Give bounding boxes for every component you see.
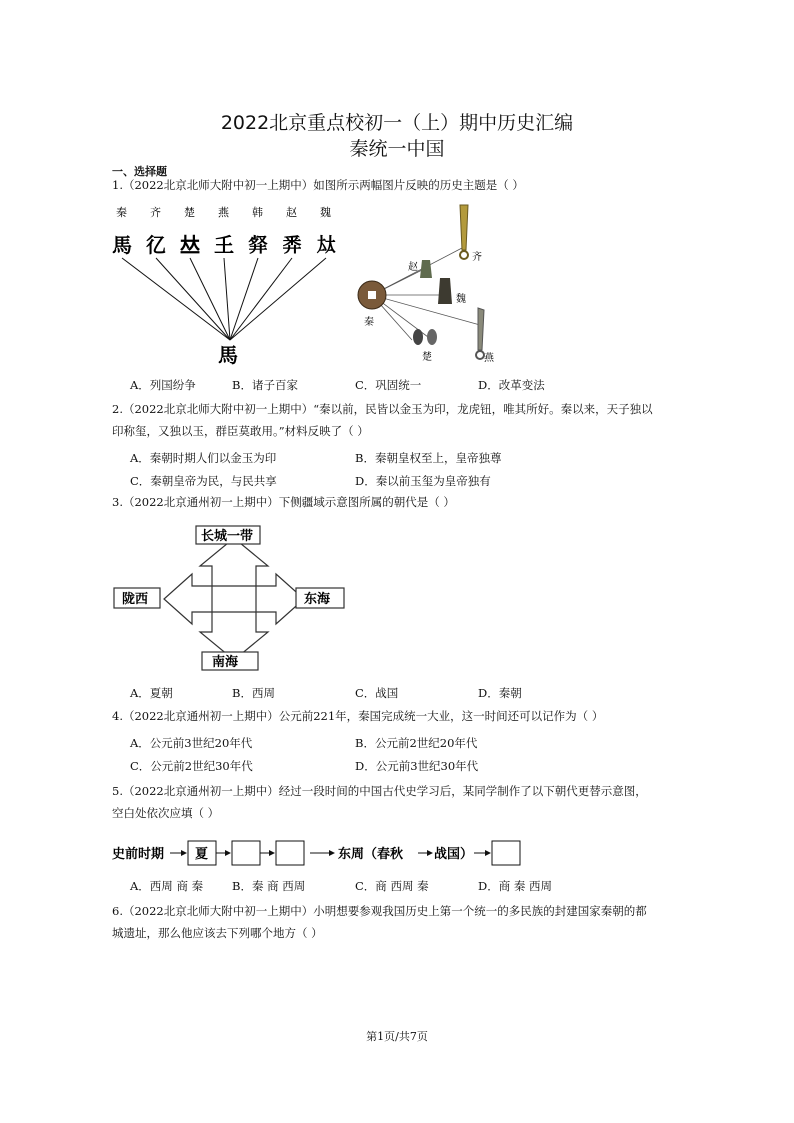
flow-east-zhou: 东周（春秋 <box>338 847 404 862</box>
q1-coin-diagram <box>352 200 502 370</box>
flow-start: 史前时期 <box>112 847 165 862</box>
wei-spade-coin-icon <box>438 278 452 304</box>
q1-option-d[interactable]: D．改革变法 <box>478 378 545 392</box>
script-glyph-zhao: 𢍏 <box>282 233 302 257</box>
q3-option-b[interactable]: B．西周 <box>232 686 275 700</box>
coin-label-qi: 齐 <box>472 252 482 263</box>
script-glyph-yan: 𡈼 <box>214 233 234 257</box>
map-label-north: 长城一带 <box>201 529 254 544</box>
script-glyph-han: 𠭘 <box>248 233 268 257</box>
page-title: 2022北京重点校初一（上）期中历史汇编 <box>220 112 574 134</box>
state-label-zhao: 赵 <box>286 206 297 219</box>
map-label-east: 东海 <box>304 592 331 607</box>
question-3-stem: 3.（2022北京通州初一上期中）下侧疆域示意图所属的朝代是（ ） <box>112 495 455 509</box>
q1-script-diagram <box>112 200 352 370</box>
state-label-yan: 燕 <box>218 206 229 219</box>
q4-option-a[interactable]: A．公元前3世纪20年代 <box>130 736 253 750</box>
question-4-stem: 4.（2022北京通州初一上期中）公元前221年，秦国完成统一大业，这一时间还可以记作为（ ） <box>112 709 604 723</box>
zhao-spade-coin-icon <box>420 260 432 278</box>
arrow-west <box>164 574 212 624</box>
q5-option-b[interactable]: B．秦 商 西周 <box>232 879 306 893</box>
q1-option-c[interactable]: C．巩固统一 <box>355 378 422 392</box>
section-label: 一、选择题 <box>112 165 167 178</box>
coin-label-chu: 楚 <box>422 352 432 363</box>
q2-option-b[interactable]: B．秦朝皇权至上，皇帝独尊 <box>355 451 502 465</box>
page-footer: 第1页/共7页 <box>366 1030 428 1043</box>
q3-option-a[interactable]: A．夏朝 <box>130 686 173 700</box>
q5-dynasty-flow <box>112 835 532 871</box>
chu-ant-nose-coin-icon <box>413 329 423 345</box>
question-6-stem-line2: 城遗址，那么他应该去下列哪个地方（ ） <box>112 926 323 940</box>
unified-script-glyph: 馬 <box>218 343 238 367</box>
arrow-north <box>200 538 268 586</box>
qi-knife-coin-icon <box>460 205 468 250</box>
coin-label-qin: 秦 <box>364 317 374 328</box>
script-glyph-qin: 馬 <box>112 233 132 257</box>
question-5-stem-line2: 空白处依次应填（ ） <box>112 806 220 820</box>
coin-label-zhao: 赵 <box>408 262 418 273</box>
q1-option-b[interactable]: B．诸子百家 <box>232 378 298 392</box>
flow-warring: 战国） <box>434 847 474 862</box>
q4-option-c[interactable]: C．公元前2世纪30年代 <box>130 759 253 773</box>
question-1-stem: 1.（2022北京北师大附中初一上期中）如图所示两幅图片反映的历史主题是（ ） <box>112 178 524 192</box>
question-5-stem-line1: 5.（2022北京通州初一上期中）经过一段时间的中国古代史学习后，某同学制作了以下朝代更替示意图， <box>112 784 647 798</box>
q2-option-d[interactable]: D．秦以前玉玺为皇帝独有 <box>355 474 491 488</box>
script-glyph-wei: 𡘋 <box>316 233 336 257</box>
q5-option-a[interactable]: A．西周 商 秦 <box>130 879 204 893</box>
state-label-qin: 秦 <box>116 206 127 219</box>
state-label-han: 韩 <box>252 206 263 219</box>
state-label-qi: 齐 <box>150 206 161 219</box>
page-subtitle: 秦统一中国 <box>349 138 445 160</box>
flow-blank-2[interactable] <box>276 841 304 865</box>
q3-option-d[interactable]: D．秦朝 <box>478 686 522 700</box>
coin-label-wei: 魏 <box>456 294 466 305</box>
flow-blank-1[interactable] <box>232 841 260 865</box>
script-glyph-qi: 𢒼 <box>146 233 166 257</box>
script-glyph-chu: 𠀤 <box>180 233 200 257</box>
flow-first: 夏 <box>195 847 209 862</box>
question-6-stem-line1: 6.（2022北京北师大附中初一上期中）小明想要参观我国历史上第一个统一的多民族的封建国家秦朝的都 <box>112 904 647 918</box>
map-label-west: 陇西 <box>122 592 149 607</box>
flow-blank-3[interactable] <box>492 841 520 865</box>
q2-option-c[interactable]: C．秦朝皇帝为民，与民共享 <box>130 474 277 488</box>
map-label-south: 南海 <box>212 655 239 670</box>
q4-option-b[interactable]: B．公元前2世纪20年代 <box>355 736 478 750</box>
q1-option-a[interactable]: A．列国纷争 <box>130 378 196 392</box>
state-label-chu: 楚 <box>184 206 195 219</box>
q2-option-a[interactable]: A．秦朝时期人们以金玉为印 <box>130 451 277 465</box>
q4-option-d[interactable]: D．公元前3世纪30年代 <box>355 759 479 773</box>
question-2-stem-line2: 印称玺，又独以玉，群臣莫敢用。”材料反映了（ ） <box>112 424 369 438</box>
coin-label-yan: 燕 <box>484 353 494 364</box>
question-2-stem-line1: 2.（2022北京北师大附中初一上期中）“秦以前，民皆以金玉为印，龙虎钮，唯其所好。秦以来，天子独以 <box>112 402 653 416</box>
q5-option-d[interactable]: D．商 秦 西周 <box>478 879 553 893</box>
q3-territory-map <box>112 524 372 674</box>
q3-option-c[interactable]: C．战国 <box>355 686 399 700</box>
q5-option-c[interactable]: C．商 西周 秦 <box>355 879 429 893</box>
state-label-wei: 魏 <box>320 206 331 219</box>
script-converge-lines <box>122 258 326 340</box>
yan-knife-coin-icon <box>478 308 484 350</box>
